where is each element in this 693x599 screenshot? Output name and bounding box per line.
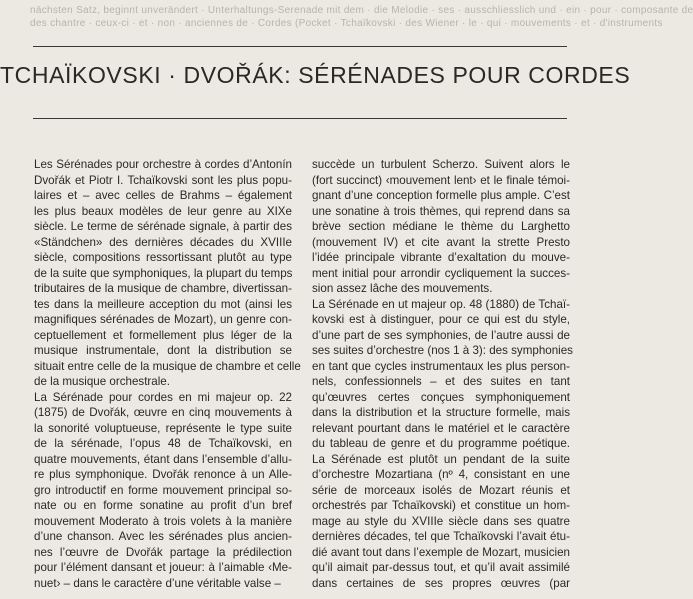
text-line: succède un turbulent Scherzo. Suivent alors le	[312, 158, 570, 171]
text-line: de la suite que symphoniques, la plupart du temps	[34, 266, 293, 280]
text-line: musique instrumentale, dont la distribution se	[34, 344, 292, 357]
text-line: brève section médiane le thème du Larghetto	[312, 220, 570, 233]
right-text-column	[312, 157, 573, 591]
text-line: d’une chanson. Avec les sérénades plus ancien-	[34, 530, 292, 543]
text-line: Les Sérénades pour orchestre à cordes d’Antonín	[34, 158, 292, 171]
text-line: gnant d’une conception formelle plus ample. C’est	[312, 189, 570, 202]
text-line: kovski est à distinguer, pour ce qui est du style,	[312, 313, 570, 326]
text-line: ment initial pour arrondir cycliquement la succes-	[312, 266, 570, 280]
text-line: La Sérénade en ut majeur op. 48 (1880) de Tchaï-	[312, 297, 570, 311]
text-line: dans certaines de ses propres œuvres (par	[312, 576, 570, 590]
text-line: pour l’élément dansant et joueur: à l’aimable ‹Me-	[34, 561, 292, 574]
text-line: orchestrés par Tchaïkovski) et constitue un hom-	[312, 499, 570, 512]
text-line: nuet› – dans le caractère d’une véritable valse –	[34, 576, 281, 590]
text-line: ceptuellement et formellement plus léger de la	[34, 328, 292, 342]
text-line: La Sérénade est plutôt un pendant de la suite	[312, 452, 570, 466]
text-line: qu’œuvres certes conçues symphoniquement	[312, 390, 570, 404]
text-line: la sonorité voluptueuse, représente le type suite	[34, 421, 292, 435]
text-line: quatre mouvements, étant dans l’ensemble d’allu-	[34, 452, 292, 466]
text-line: magnifiques sérénades de Mozart), un genre con-	[34, 313, 292, 326]
text-line: de la sérénade, l’opus 48 de Tchaïkovski, en	[34, 437, 292, 450]
text-line: tes dans la meilleure acception du mot (ainsi les	[34, 297, 292, 311]
text-line: dernières décades, tel que Tchaïkovski l’avait étu-	[312, 530, 570, 543]
text-line: mage au style du XVIIIe siècle dans ses quatre	[312, 514, 570, 528]
bottom-rule	[33, 118, 567, 119]
text-line: du tableau de genre et du programme poétique.	[312, 437, 570, 450]
bleed-through-text	[0, 0, 693, 40]
text-line: nels, confessionnels – et des suites en tant	[312, 375, 570, 388]
text-line: mouvement Moderato à trois volets à la manière	[34, 514, 292, 528]
text-line: laires et – avec celles de Brahms – également	[34, 189, 292, 202]
left-text-column	[34, 157, 301, 591]
text-line: dié avant tout dans l’exemple de Mozart, musicien	[312, 545, 570, 559]
text-line: une sonatine à trois thèmes, qui reprend dans sa	[312, 204, 570, 218]
text-line: qu’il aimait par-dessus tout, et qu’il avait assimilé	[312, 561, 570, 574]
text-line: en tant que cycles instrumentaux les plus person-	[312, 359, 570, 373]
text-line: les plus beaux modèles de leur genre au XIXe	[34, 204, 292, 218]
top-rule	[33, 46, 567, 47]
text-line: (1875) de Dvořák, œuvre en cinq mouvements à	[34, 406, 292, 419]
page-title: TCHAÏKOVSKI · DVOŘÁK: SÉRÉNADES POUR CORDES	[0, 62, 631, 88]
text-line: ses suites d’orchestre (nos 1 à 3): des symphonies	[312, 344, 573, 357]
text-line: série de morceaux isolés de Mozart réunis et	[312, 483, 570, 497]
text-line: nate ou en forme sonatine au profit d’un bref	[34, 499, 292, 512]
bleed-line: nächsten Satz, beginnt unverändert · Unterhaltungs-Serenade mit dem · die Melodie · ses · ausschliesslich und · ein · pour · composante de	[30, 5, 693, 16]
text-line: «Ständchen» des dernières décades du XVIIIe	[34, 235, 292, 249]
text-line: l’idée principale vibrante d’exaltation du mouve-	[312, 251, 570, 264]
bleed-line: des chantre · ceux-ci · et · non · anciennes de · Cordes (Pocket · Tchaïkovski · des Wiener · le · qui · mouvements · et · d'instruments	[30, 18, 663, 29]
text-line: siècle. Le terme de sérénade signale, à partir des	[34, 220, 292, 233]
text-line: relevant pourtant dans le matériel et le caractère	[312, 421, 570, 435]
text-line: d’une part de ses symphonies, de l’autre aussi de	[312, 328, 570, 342]
text-line: de la musique orchestrale.	[34, 375, 170, 388]
text-line: Dvořák et Piotr I. Tchaïkovski sont les plus popu-	[34, 173, 292, 187]
text-line: re plus symphonique. Dvořák renonce à un Alle-	[34, 468, 292, 481]
text-line: tributaires de la musique de chambre, divertissan-	[34, 282, 292, 295]
text-line: gro introductif en forme mouvement principal so-	[34, 483, 292, 497]
text-line: sion assez lâche des mouvements.	[312, 282, 493, 295]
text-line: (mouvement IV) et cite avant la strette Presto	[312, 235, 570, 249]
text-line: (fort succinct) ‹mouvement lent› et le finale témoi-	[312, 173, 570, 187]
text-line: La Sérénade pour cordes en mi majeur op. 22	[34, 390, 292, 404]
text-line: nes l’œuvre de Dvořák partage la prédilection	[34, 545, 292, 559]
text-line: siècle, compositions ressortissant plutôt au type	[34, 251, 292, 264]
text-line: dans la distribution et la structure formelle, mais	[312, 406, 570, 419]
text-line: d’orchestre Mozartiana (nº 4, consistant en une	[312, 468, 570, 481]
text-line: situait entre celle de la musique de chambre et celle	[34, 359, 301, 373]
